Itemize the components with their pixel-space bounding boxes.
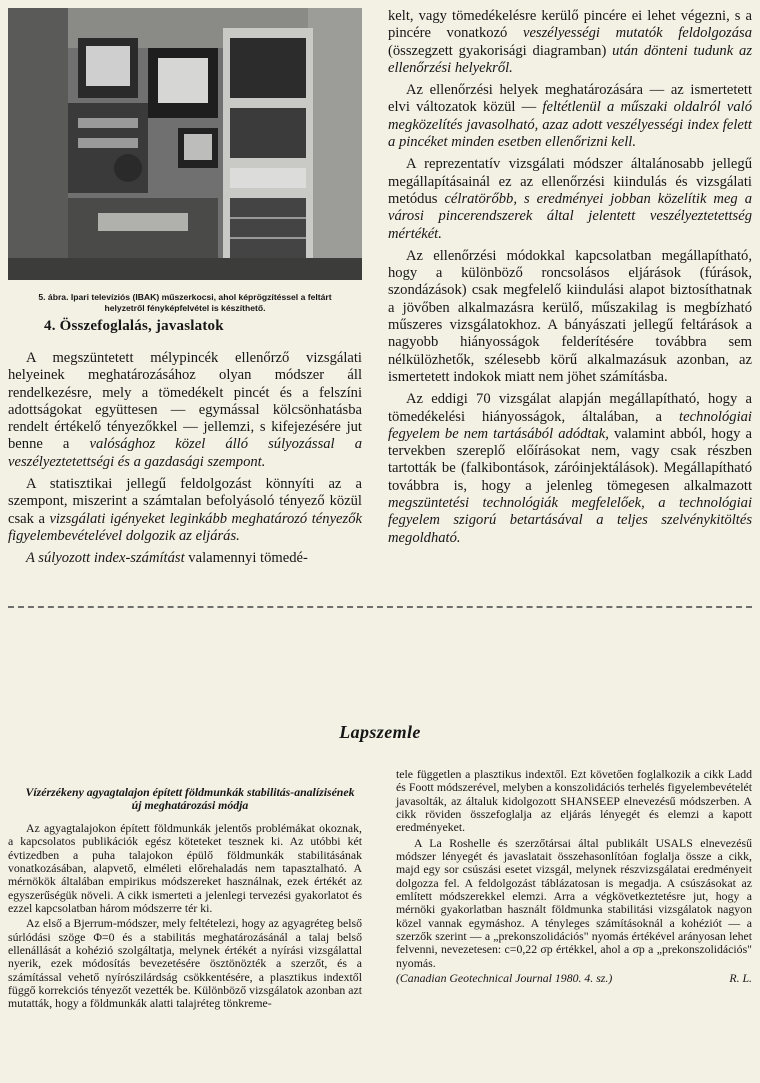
- text-run: Az ellenőrzési helyek meghatározására — az ismertetett elvi változatok közül —: [388, 82, 752, 116]
- emphasis: veszélyességi mutatók feldolgozása: [522, 25, 752, 42]
- review-left-column: [8, 822, 362, 1013]
- emphasis: A súlyozott index-számítást: [26, 550, 185, 567]
- paragraph: [388, 82, 752, 151]
- emphasis: megszüntetési technológiák megfelelőek, a technológiai fegyelem szigorú betartásával a teljes szelvénykitöltés megoldható.: [388, 495, 752, 546]
- right-column: [388, 8, 752, 552]
- source-line: [396, 972, 752, 985]
- text-run: kelt, vagy tömedékelésre kerülő pincére ei lehet végezni, s a pincére vonatkozó: [388, 8, 752, 42]
- paragraph: [8, 476, 362, 545]
- instrument-van-photo: [8, 8, 362, 280]
- section-title: 4. Összefoglalás, javaslatok: [44, 318, 224, 334]
- figure-caption: 5. ábra. Ipari televíziós (IBAK) műszerkocsi, ahol képrögzítéssel a feltárt helyzetről fényképfelvétel is készíthető.: [38, 292, 332, 313]
- paragraph: [388, 391, 752, 547]
- source-citation: (Canadian Geotechnical Journal 1980. 4. sz.): [396, 971, 613, 986]
- emphasis: után dönteni tudunk az ellenőrzési helyekről.: [388, 42, 752, 76]
- emphasis: célratörőbb, s eredményei jobban közelítik meg a városi pincerendszerek által jelentett veszélyeztetettség mértékét.: [388, 190, 752, 242]
- review-heading: Lapszemle: [339, 722, 421, 742]
- text-run: valamennyi tömedé-: [184, 550, 308, 567]
- left-column: [8, 350, 362, 573]
- emphasis: valósághoz közel álló súlyozással a veszélyeztetettségi és a gazdasági szempont.: [8, 436, 362, 470]
- text-run: A statisztikai jellegű feldolgozást könnyíti az a szempont, miszerint a számtalan befolyásoló tényező közül csak a: [8, 476, 362, 527]
- paragraph: [388, 156, 752, 242]
- emphasis: vizsgálati igényeket leginkább meghatározó tényezők figyelembevételével dolgozik az eljárás.: [8, 510, 362, 544]
- emphasis: feltétlenül a műszaki oldalról való megközelítés javasolható, azaz adott veszélyességi index felett a pincéket minden esetben ellenőrizni kell.: [388, 99, 752, 151]
- text-run: Az eddigi 70 vizsgálat alapján megállapítható, hogy a tömedékelési hiányosságok, általában, a: [388, 391, 752, 425]
- paragraph: Az agyagtalajokon épített földmunkák jelentős problémákat okoznak, a kapcsolatos publikációk egész köteteket tesznek ki. Az utóbbi két évtizedben a puha talajokon épülő földmunkák stabilitásának vonatkozásában, alapvető, elméleti előrehaladás nem tapasztalható. A mérnökök általában empirikus módszereket használnak, ezek értékét az egyszerűségük növeli. A cikk ismerteti a jelenlegi tervezési gyakorlatot és ezzel kapcsolatban három módszerre tér ki.: [8, 821, 362, 916]
- paragraph: Az ellenőrzési módokkal kapcsolatban megállapítható, hogy a különböző roncsolásos eljárások (fúrások, szondázások) csak megfelelő kiindulási alapot biztosíthatnak a jövőben alkalmazásra kerülő, műszakilag is megbízható műszeres vizsgálatokhoz. A bányászati jellegű feltárások a nagyobb hiányosságok felderítésére továbbra sem nélkülözhetők, szélesebb körű alkalmazásuk azonban, az ismertetett indokok miatt nem jöhet számításba.: [388, 247, 752, 385]
- paragraph: [8, 550, 362, 567]
- review-article-title: Vízérzékeny agyagtalajon épített földmunkák stabilitás-analízisének új meghatározási módja: [25, 785, 355, 812]
- paragraph: [8, 350, 362, 471]
- author-initials: R. L.: [729, 971, 752, 986]
- paragraph: Az első a Bjerrum-módszer, mely feltételezi, hogy az agyagréteg belső súrlódási szöge Φ=0 és a stabilitás meghatározásánál a talaj belső ellenállását a kohézió szolgáltatja, melynek értékét a nyírási vizsgálattal nyerik, ezek módosítás bevezetésére ösztönözték a szerzőt, és a számítással vehető nyírószilárdság csökkentésére, a plasztikus indextől függő korrekciós tényezőt vezették be. Különböző vizsgálatok azonban azt mutatták, hogy a földmunkák alatti talajréteg tönkreme-: [8, 916, 362, 1011]
- text-run: (összegzett gyakorisági diagramban): [388, 42, 613, 59]
- emphasis: technológiai fegyelem be nem tartásából adódtak,: [388, 408, 752, 442]
- paragraph: tele független a plasztikus indextől. Ezt követően foglalkozik a cikk Ladd és Foott módszerével, melyben a konszolidációs terhelés figyelembevételét javasolták, az általuk kidolgozott SHANSEEP elnevezésű módszerben. A cikk röviden összefoglalja az eljárás lényegét és elemzi a kapott eredményeket.: [396, 767, 752, 835]
- paragraph: A La Roshelle és szerzőtársai által publikált USALS elnevezésű módszer lényegét és javaslatait összehasonlítóan foglalja össze a cikk, majd egy sor csúszási esetet vizsgál, melynek részvizsgálatai eredményeit dolgozza fel. A feldolgozást táblázatosan is megadja. A csúszásokat az említett módszerekkel elemzi. Arra a végkövetkeztetésre jut, hogy a mérnöki gyakorlatban használt földmunka stabilitási vizsgálatok nagyon közel vannak egymáshoz. A tényleges számításoknál a kohéziót — a szerzők szerint — a „prekonszolidációs" nyomás értékével arányosan lehet felvenni, nevezetesen: c=0,22 σp értékkel, ahol a σp a „prekonszolidációs" nyomás.: [396, 835, 752, 970]
- section-divider: [8, 606, 752, 608]
- text-run: A reprezentatív vizsgálati módszer általánosabb jellegű megállapításainál ez az ellenőrzési kiindulás és vizsgálati metódus: [388, 156, 752, 207]
- review-right-column: [396, 768, 752, 986]
- paragraph: [388, 8, 752, 77]
- text-run: A megszüntetett mélypincék ellenőrző vizsgálati helyeinek meghatározásához olyan módszer áll rendelkezésre, mely a tömedékelt pincét és a felszíni adottságokat együttesen — egymással kölcsönhatásba rendelt értékelő tényezőkkel — jellemzi, s kifejezésére jut benne a: [8, 350, 362, 453]
- text-run: valamint abból, hogy a tervekben szereplő előírásokat nem, vagy csak részben tartották be (falkibontások, záróinjektálások). Megállapítható továbbra is, hogy a jelenleg tömegesen alkalmazott: [388, 425, 752, 494]
